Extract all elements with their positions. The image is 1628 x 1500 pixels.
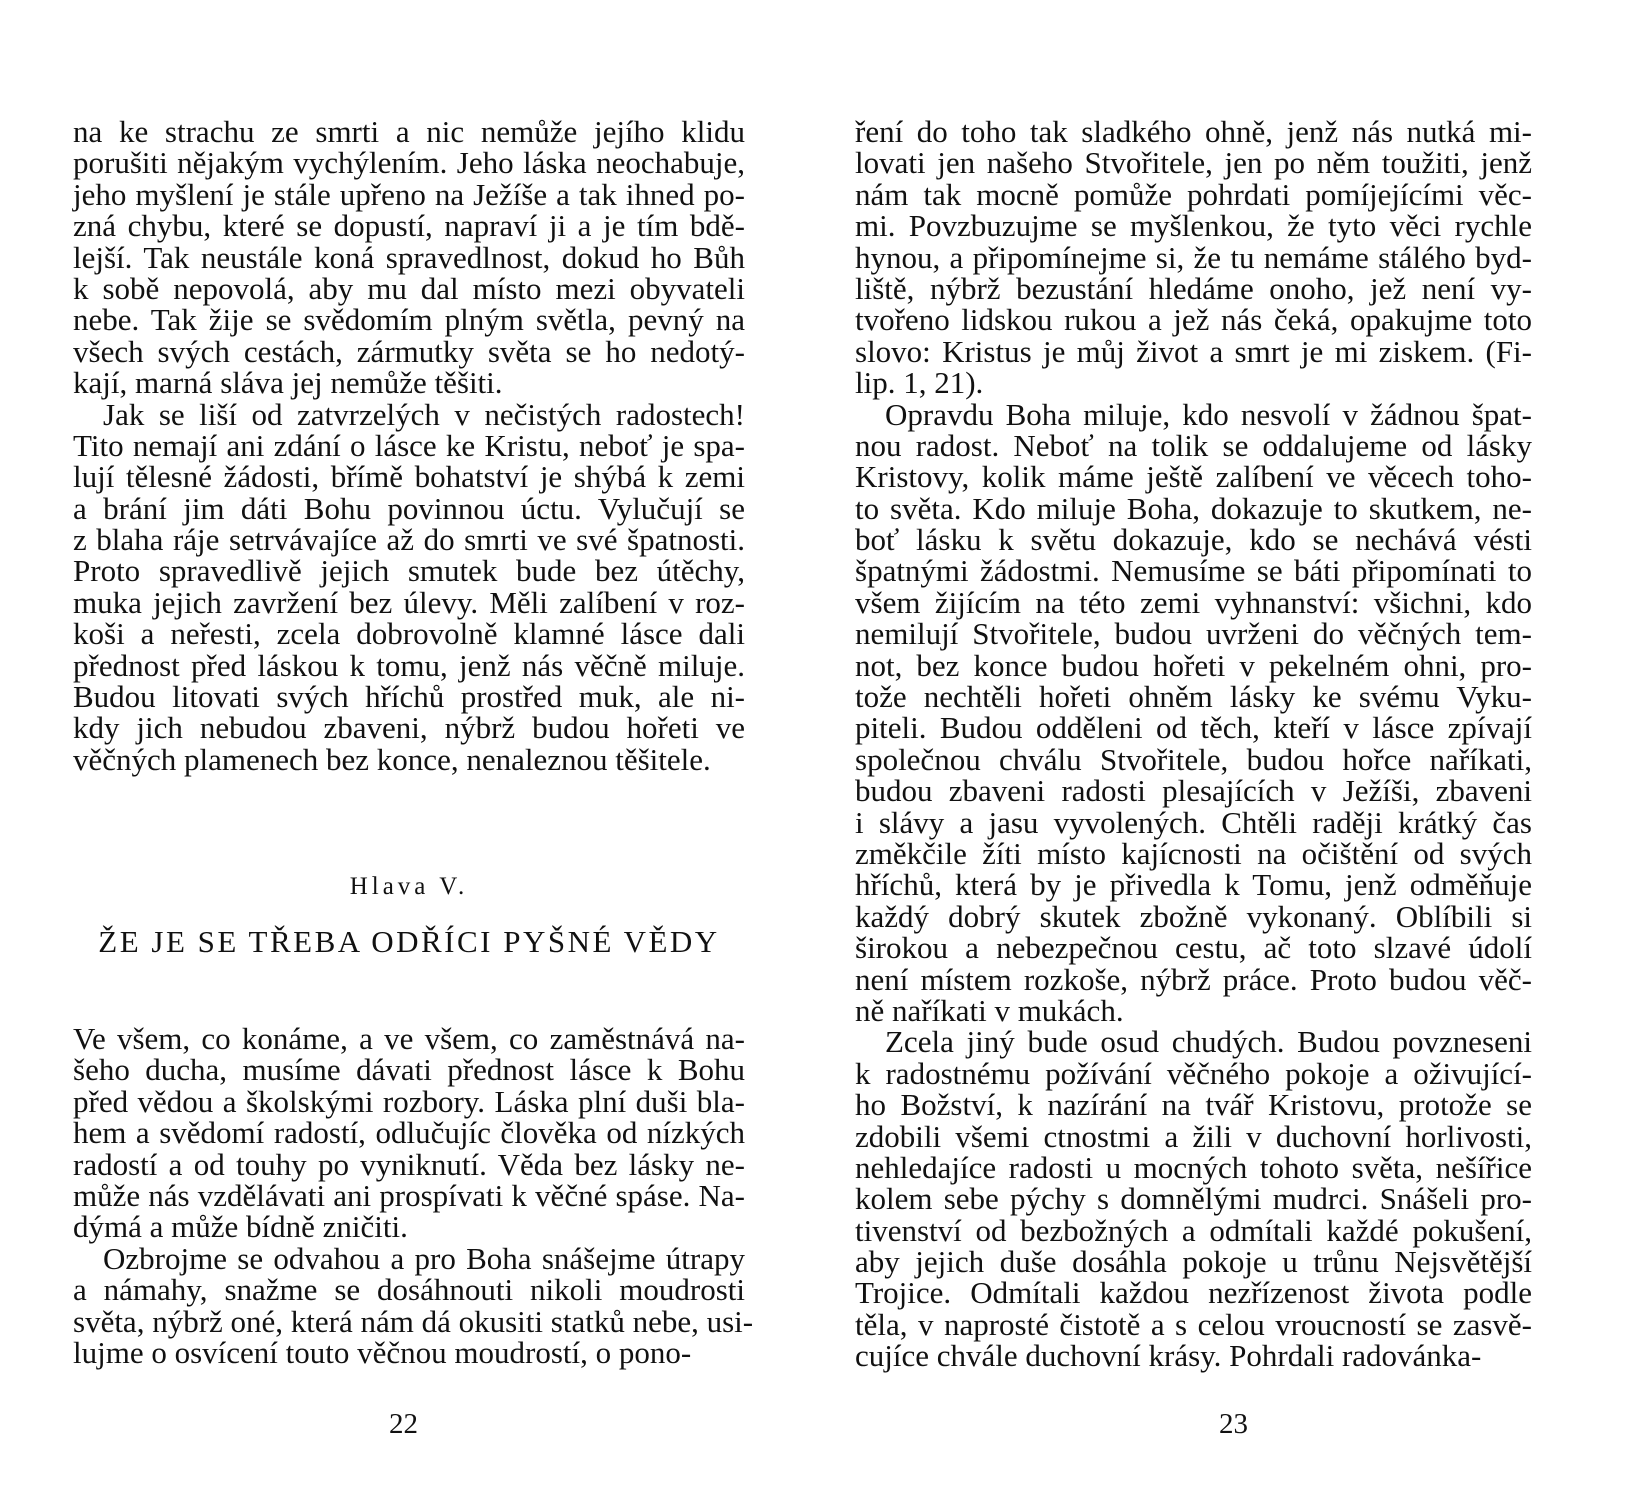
text-line: šeho ducha, musíme dávati přednost lásce k Bohu	[73, 1052, 745, 1088]
text-line: na ke strachu ze smrti a nic nemůže jejího klidu	[73, 114, 745, 149]
text-line: cujíce chvále duchovní krásy. Pohrdali radovánka-	[855, 1338, 1482, 1374]
text-line: Proto spravedlivě jejich smutek bude bez útěchy,	[73, 553, 745, 589]
text-line: lip. 1, 21).	[855, 365, 984, 401]
text-line: piteli. Budou odděleni od těch, kteří v lásce zpívají	[855, 710, 1532, 746]
page-number: 23	[1219, 1408, 1248, 1440]
text-line: tvořeno lidskou rukou a jež nás čeká, opakujme toto	[855, 302, 1532, 338]
text-line: společnou chválu Stvořitele, budou hořce naříkati,	[855, 741, 1532, 777]
text-line: tože nechtěli hořeti ohněm lásky ke svému Vyku-	[855, 679, 1532, 715]
text-line: věčných plamenech bez konce, nenaleznou těšitele.	[73, 741, 711, 777]
text-line: ření do toho tak sladkého ohně, jenž nás nutká mi-	[855, 114, 1532, 149]
text-line: Ozbrojme se odvahou a pro Boha snášejme útrapy	[103, 1240, 745, 1276]
text-line: nou radost. Neboť na tolik se oddalujeme od lásky	[855, 427, 1532, 463]
text-line: not, bez konce budou hořeti v pekelném ohni, pro-	[855, 647, 1532, 683]
text-line: Kristovy, kolik máme ještě zalíbení ve věcech toho-	[855, 459, 1532, 495]
text-line: ho Božství, k nazírání na tvář Kristovu, protože se	[855, 1087, 1532, 1123]
text-line: kají, marná sláva jej nemůže těšiti.	[73, 365, 503, 401]
text-line: Trojice. Odmítali každou nezřízenost života podle	[855, 1275, 1532, 1311]
text-line: širokou a nebezpečnou cestu, ač toto slzavé údolí	[855, 930, 1532, 966]
text-line: a brání jim dáti Bohu povinnou úctu. Vylučují se	[73, 490, 745, 526]
text-line: porušiti nějakým vychýlením. Jeho láska neochabuje,	[73, 145, 745, 181]
left-top-text	[73, 116, 745, 775]
text-line: slovo: Kristus je můj život a smrt je mi ziskem. (Fi-	[855, 333, 1532, 369]
right-page	[814, 0, 1628, 1500]
text-line: z blaha ráje setrvávajíce až do smrti ve své špatnosti.	[73, 522, 745, 558]
text-line: zdobili všemi ctnostmi a žili v duchovní horlivosti,	[855, 1118, 1532, 1154]
paragraph	[855, 1024, 1532, 1374]
text-line: ně naříkati v mukách.	[855, 992, 1124, 1028]
text-line: k radostnému požívání věčného pokoje a oživující-	[855, 1055, 1532, 1091]
text-line: zná chybu, které se dopustí, napraví ji a je tím bdě-	[73, 208, 745, 244]
right-text	[855, 116, 1532, 1372]
text-line: Jak se liší od zatvrzelých v nečistých radostech!	[103, 396, 745, 432]
paragraph	[73, 1023, 745, 1243]
text-line: nám tak mocně pomůže pohrdati pomíjejícími věc-	[855, 176, 1532, 212]
text-line: to světa. Kdo miluje Boha, dokazuje to skutkem, ne-	[855, 490, 1532, 526]
text-line: lujme o osvícení touto věčnou moudrostí, o pono-	[73, 1334, 692, 1370]
text-line: lují tělesné žádosti, břímě bohatství je shýbá k zemi	[73, 459, 745, 495]
text-line: Budou litovati svých hříchů prostřed muk, ale ni-	[73, 679, 745, 715]
text-line: tivenství od bezbožných a odmítali každé pokušení,	[855, 1212, 1532, 1248]
text-line: koši a neřesti, zcela dobrovolně klamné lásce dali	[73, 616, 745, 652]
paragraph	[73, 396, 745, 777]
text-line: budou zbaveni radosti plesajících v Ježíši, zbaveni	[855, 773, 1532, 809]
text-line: všech svých cestách, zármutky světa se ho nedotý-	[73, 333, 745, 369]
paragraph	[855, 396, 1532, 1028]
text-line: nemilují Stvořitele, budou uvrženi do věčných tem-	[855, 616, 1532, 652]
text-line: těla, v naprosté čistotě a s celou vroucností se zasvě-	[855, 1306, 1532, 1342]
text-line: hynou, a připomínejme si, že tu nemáme stálého byd-	[855, 239, 1532, 275]
text-line: a námahy, snažme se dosáhnouti nikoli moudrosti	[73, 1272, 745, 1308]
text-line: boť lásku k světu dokazuje, kdo se nechává vésti	[855, 522, 1532, 558]
paragraph	[855, 116, 1532, 399]
text-line: hem a svědomí radostí, odlučujíc člověka od nízkých	[73, 1115, 745, 1151]
text-line: muka jejich zavržení bez úlevy. Měli zalíbení v roz-	[73, 584, 745, 620]
text-line: změkčile žíti místo kajícnosti na očištění od svých	[855, 835, 1532, 871]
text-line: lejší. Tak neustále koná spravedlnost, dokud ho Bůh	[73, 239, 745, 275]
text-line: každý dobrý skutek zbožně vykonaný. Oblíbili si	[855, 898, 1532, 934]
text-line: světa, nýbrž oné, která nám dá okusiti statků nebe, usi-	[73, 1303, 754, 1339]
chapter-label: Hlava V.	[349, 873, 469, 900]
page-number: 22	[389, 1408, 418, 1440]
text-line: kdy jich nebudou zbaveni, nýbrž budou hořeti ve	[73, 710, 745, 746]
text-line: hříchů, která by je přivedla k Tomu, jenž odměňuje	[855, 867, 1532, 903]
text-line: Zcela jiný bude osud chudých. Budou povzneseni	[885, 1024, 1532, 1060]
text-line: nehledajíce radosti u mocných tohoto světa, nešířice	[855, 1149, 1532, 1185]
text-line: lovati jen našeho Stvořitele, jen po něm toužiti, jenž	[855, 145, 1532, 181]
text-line: kolem sebe pýchy s domnělými mudrci. Snášeli pro-	[855, 1181, 1532, 1217]
text-line: před vědou a školskými rozbory. Láska plní duši bla-	[73, 1083, 745, 1119]
text-line: přednost před láskou k tomu, jenž nás věčně miluje.	[73, 647, 745, 683]
text-line: Tito nemají ani zdání o lásce ke Kristu, neboť je spa-	[73, 427, 745, 463]
left-bottom-text	[73, 1021, 754, 1370]
chapter-title: ŽE JE SE TŘEBA ODŘÍCI PYŠNÉ VĚDY	[98, 924, 720, 959]
text-line: může nás vzdělávati ani prospívati k věčné spáse. Na-	[73, 1177, 745, 1213]
text-line: Opravdu Boha miluje, kdo nesvolí v žádnou špat-	[885, 396, 1532, 432]
text-line: dýmá a může bídně zničiti.	[73, 1209, 408, 1245]
text-line: Ve všem, co konáme, a ve všem, co zaměstnává na-	[73, 1021, 745, 1056]
text-line: není místem rozkoše, nýbrž práce. Proto budou věč-	[855, 961, 1532, 997]
text-line: radostí a od touhy po vyniknutí. Věda bez lásky ne-	[73, 1146, 745, 1182]
text-line: k sobě nepovolá, aby mu dal místo mezi obyvateli	[73, 270, 745, 306]
text-line: špatnými žádostmi. Nemusíme se báti připomínati to	[855, 553, 1532, 589]
text-line: všem žijícím na této zemi vyhnanství: všichni, kdo	[855, 584, 1532, 620]
paragraph	[73, 116, 745, 399]
text-line: aby jejich duše dosáhla pokoje u trůnu Nejsvětější	[855, 1244, 1532, 1280]
text-line: liště, nýbrž bezustání hledáme onoho, jež není vy-	[855, 270, 1532, 306]
text-line: i slávy a jasu vyvolených. Chtěli raději krátký čas	[855, 804, 1532, 840]
paragraph	[73, 1240, 754, 1370]
text-line: nebe. Tak žije se svědomím plným světla, pevný na	[73, 302, 745, 338]
text-line: jeho myšlení je stále upřeno na Ježíše a tak ihned po-	[73, 176, 745, 212]
text-line: mi. Povzbuzujme se myšlenkou, že tyto věci rychle	[855, 208, 1532, 244]
